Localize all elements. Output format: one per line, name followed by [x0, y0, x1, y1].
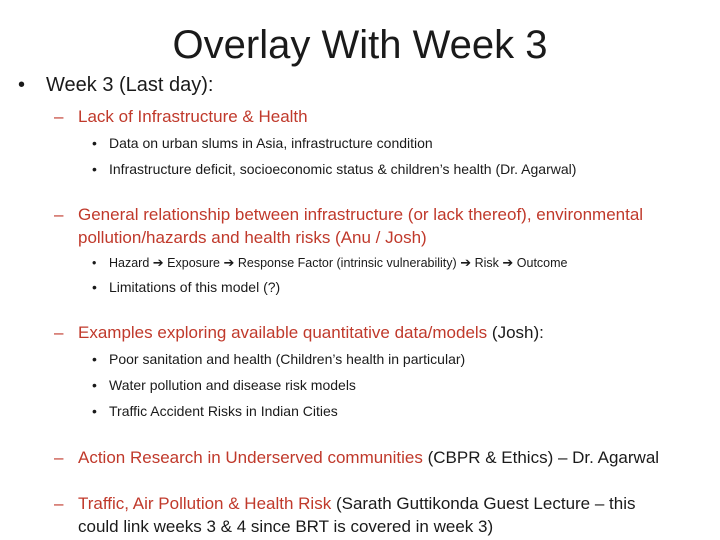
bullet-icon: • — [92, 279, 97, 295]
bullet-icon: • — [92, 135, 97, 151]
risk-chain — [92, 253, 567, 273]
list-item: • Traffic Accident Risks in Indian Cities — [92, 403, 338, 419]
arrow-right-icon: ➔ — [460, 255, 472, 270]
arrow-right-icon: ➔ — [223, 255, 235, 270]
bullet-icon: • — [18, 74, 26, 96]
chain-outcome: Outcome — [516, 256, 568, 270]
bullet-icon: • — [92, 403, 97, 419]
bullet-icon: • — [92, 377, 97, 393]
arrow-right-icon: ➔ — [152, 255, 164, 270]
dash-icon: – — [54, 107, 64, 126]
bullet-icon: • — [92, 256, 97, 270]
dash-icon: – — [54, 205, 64, 224]
list-item: • Infrastructure deficit, socioeconomic status & children’s health (Dr. Agarwal) — [92, 161, 577, 177]
dash-icon: – — [54, 448, 64, 467]
week-bullet-text: Week 3 (Last day): — [46, 74, 214, 96]
list-item: • Water pollution and disease risk models — [92, 377, 356, 393]
section-relationship-heading: – General relationship between infrastructure (or lack thereof), environmental pollution/hazards and health risks (Anu / Josh) — [54, 205, 644, 247]
list-item: • Data on urban slums in Asia, infrastructure condition — [92, 135, 433, 151]
section-infrastructure-heading: – Lack of Infrastructure & Health — [54, 107, 308, 126]
chain-response-factor: Response Factor (intrinsic vulnerability) — [237, 256, 457, 270]
week-bullet — [18, 72, 213, 98]
dash-icon: – — [54, 323, 64, 342]
section-examples-heading: – Examples exploring available quantitative data/models (Josh): — [54, 323, 544, 342]
arrow-right-icon: ➔ — [502, 255, 514, 270]
slide-title: Overlay With Week 3 — [172, 23, 548, 67]
chain-hazard: Hazard — [109, 256, 150, 270]
bullet-icon: • — [92, 351, 97, 367]
bullet-icon: • — [92, 161, 97, 177]
list-item: • Poor sanitation and health (Children’s health in particular) — [92, 351, 466, 367]
list-item: • Limitations of this model (?) — [92, 279, 281, 295]
section-action-heading: – Action Research in Underserved communities (CBPR & Ethics) – Dr. Agarwal — [54, 448, 660, 467]
dash-icon: – — [54, 494, 64, 513]
chain-exposure: Exposure — [167, 256, 220, 270]
section-traffic-heading: – Traffic, Air Pollution & Health Risk (Sarath Guttikonda Guest Lecture – this could link weeks 3 & 4 since BRT is covered in week 3) — [54, 494, 636, 536]
chain-risk: Risk — [474, 256, 499, 270]
